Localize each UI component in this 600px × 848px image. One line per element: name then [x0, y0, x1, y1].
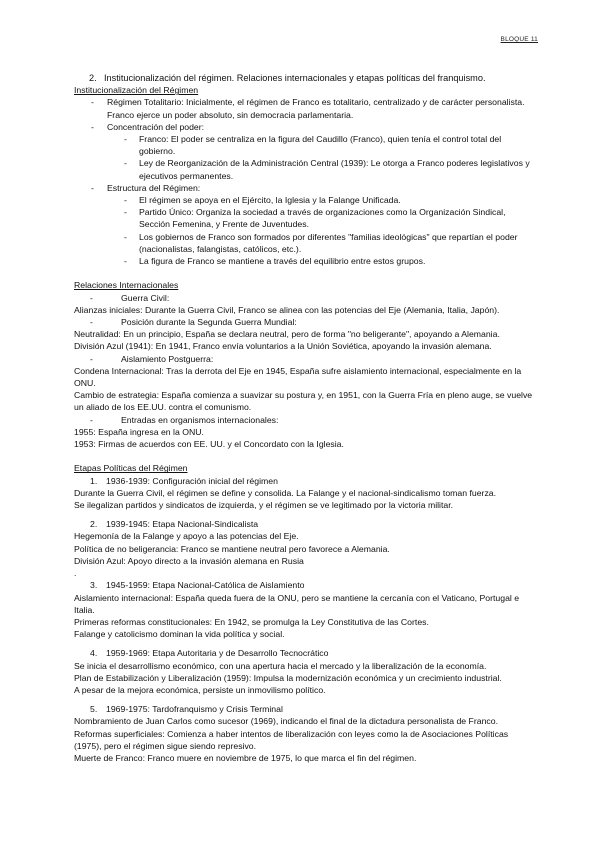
- stage-5-line: Reformas superficiales: Comienza a haber intentos de liberalización con leyes como la de Asociaciones Políticas (1975), pero el régimen sigue siendo represivo.: [74, 728, 509, 751]
- section-title: [74, 72, 536, 84]
- subbullet-partido-unico: - Partido Único: Organiza la sociedad a través de organizaciones como la Organización Sindical, Sección Femenina, y Frente de Juventudes.: [74, 206, 536, 230]
- text-1953: 1953: Firmas de acuerdos con EE. UU. y el Concordato con la Iglesia.: [74, 439, 344, 450]
- subbullet-ley-reorganizacion: - Ley de Reorganización de la Administración Central (1939): Le otorga a Franco poderes legislativos y ejecutivos permanentes.: [74, 157, 536, 181]
- stage-1-title: [74, 475, 536, 487]
- stage-4-number: 4.: [90, 648, 98, 659]
- stage-5-line: Nombramiento de Juan Carlos como sucesor (1969), indicando el final de la dictadura personalista de Franco.: [74, 716, 498, 727]
- stage-5-title-text: 1969-1975: Tardofranquismo y Crisis Terminal: [106, 704, 283, 715]
- heading-relaciones: Relaciones Internacionales: [74, 280, 179, 291]
- section-title-text: Institucionalización del régimen. Relaciones internacionales y etapas políticas del franquismo.: [104, 73, 486, 83]
- text-1955: 1955: España ingresa en la ONU.: [74, 426, 204, 437]
- stage-2-line: División Azul: Apoyo directo a la invasión alemana en Rusia: [74, 555, 304, 566]
- stage-4-title: [74, 647, 536, 659]
- stage-1-line: Se ilegalizan partidos y sindicatos de izquierda, y el régimen se ve legitimado por la victoria militar.: [74, 500, 454, 511]
- bullet-estructura: - Estructura del Régimen:: [74, 182, 536, 194]
- stage-2-line: Hegemonía de la Falange y apoyo a las potencias del Eje.: [74, 531, 299, 542]
- bullet-aislamiento: - Aislamiento Postguerra:: [74, 353, 536, 365]
- subbullet-familias: - Los gobiernos de Franco son formados por diferentes "familias ideológicas" que repartían el poder (nacionalistas, falangistas, católicos, etc.).: [74, 231, 536, 255]
- stage-5-title: [74, 703, 536, 715]
- bullet-totalitario: - Régimen Totalitario: Inicialmente, el régimen de Franco es totalitario, centralizado y de carácter personalista. Franco ejerce un poder absoluto, sin democracia parlamentaria.: [74, 96, 536, 120]
- stage-1-line: Durante la Guerra Civil, el régimen se define y consolida. La Falange y el nacional-sindicalismo toman fuerza.: [74, 487, 497, 498]
- text-condena: Condena Internacional: Tras la derrota del Eje en 1945, España sufre aislamiento internacional, especialmente en la ONU.: [74, 365, 522, 389]
- text-division-azul: División Azul (1941): En 1941, Franco envía voluntarios a la Unión Soviética, apoyando la invasión alemana.: [74, 341, 492, 352]
- stage-4-line: Plan de Estabilización y Liberalización (1959): Impulsa la modernización económica y un crecimiento industrial.: [74, 672, 502, 683]
- stage-5-number: 5.: [90, 704, 98, 715]
- text-cambio: Cambio de estrategia: España comienza a suavizar su postura y, en 1951, con la Guerra Fría en pleno auge, se vuelve un aliado de los EE.UU. contra el comunismo.: [74, 390, 533, 413]
- stage-5-line: Muerte de Franco: Franco muere en noviembre de 1975, lo que marca el fin del régimen.: [74, 752, 417, 763]
- heading-etapas: Etapas Políticas del Régimen: [74, 463, 188, 474]
- subbullet-franco: - Franco: El poder se centraliza en la figura del Caudillo (Franco), quien tenía el control total del gobierno.: [74, 133, 536, 157]
- subbullet-equilibrio: - La figura de Franco se mantiene a través del equilibrio entre estos grupos.: [74, 255, 536, 267]
- stage-3-line: Aislamiento internacional: España queda fuera de la ONU, pero se mantiene la cercanía con el Vaticano, Portugal e Italia.: [74, 592, 520, 615]
- stage-3-line: Primeras reformas constitucionales: En 1942, se promulga la Ley Constitutiva de las Cortes.: [74, 616, 429, 627]
- text-neutralidad: Neutralidad: En un principio, España se declara neutral, pero de forma "no beligerante", apoyando a Alemania.: [74, 329, 500, 340]
- stage-3-title-text: 1945-1959: Etapa Nacional-Católica de Aislamiento: [106, 580, 305, 591]
- subbullet-apoyos: - El régimen se apoya en el Ejército, la Iglesia y la Falange Unificada.: [74, 194, 536, 206]
- bullet-entradas: - Entradas en organismos internacionales:: [74, 414, 536, 426]
- bullet-concentracion: - Concentración del poder:: [74, 121, 536, 133]
- stage-2-title: [74, 518, 536, 530]
- stage-1-number: 1.: [90, 475, 98, 486]
- stage-2-number: 2.: [90, 519, 98, 530]
- text-alianzas: Alianzas iniciales: Durante la Guerra Civil, Franco se alinea con las potencias del Eje (Alemania, Italia, Japón).: [74, 304, 500, 315]
- stage-4-line: A pesar de la mejora económica, persiste un inmovilismo político.: [74, 684, 326, 695]
- stage-2-line: Política de no beligerancia: Franco se mantiene neutral pero favorece a Alemania.: [74, 543, 390, 554]
- stage-2-line: .: [74, 568, 77, 579]
- bullet-posicion: - Posición durante la Segunda Guerra Mundial:: [74, 316, 536, 328]
- stage-1-title-text: 1936-1939: Configuración inicial del régimen: [106, 475, 278, 486]
- heading-institucionalizacion: Institucionalización del Régimen: [74, 85, 199, 96]
- document-body: [74, 72, 536, 764]
- section-number: 2.: [89, 73, 97, 83]
- stage-3-line: Falange y catolicismo dominan la vida política y social.: [74, 629, 285, 640]
- stage-3-title: [74, 579, 536, 591]
- bullet-guerra-civil: - Guerra Civil:: [74, 292, 536, 304]
- page-header: BLOQUE 11: [500, 36, 538, 43]
- stage-3-number: 3.: [90, 580, 98, 591]
- stage-4-line: Se inicia el desarrollismo económico, con una apertura hacia el mercado y la liberalización de la economía.: [74, 660, 487, 671]
- stage-2-title-text: 1939-1945: Etapa Nacional-Sindicalista: [106, 519, 259, 530]
- stage-4-title-text: 1959-1969: Etapa Autoritaria y de Desarrollo Tecnocrático: [106, 648, 329, 659]
